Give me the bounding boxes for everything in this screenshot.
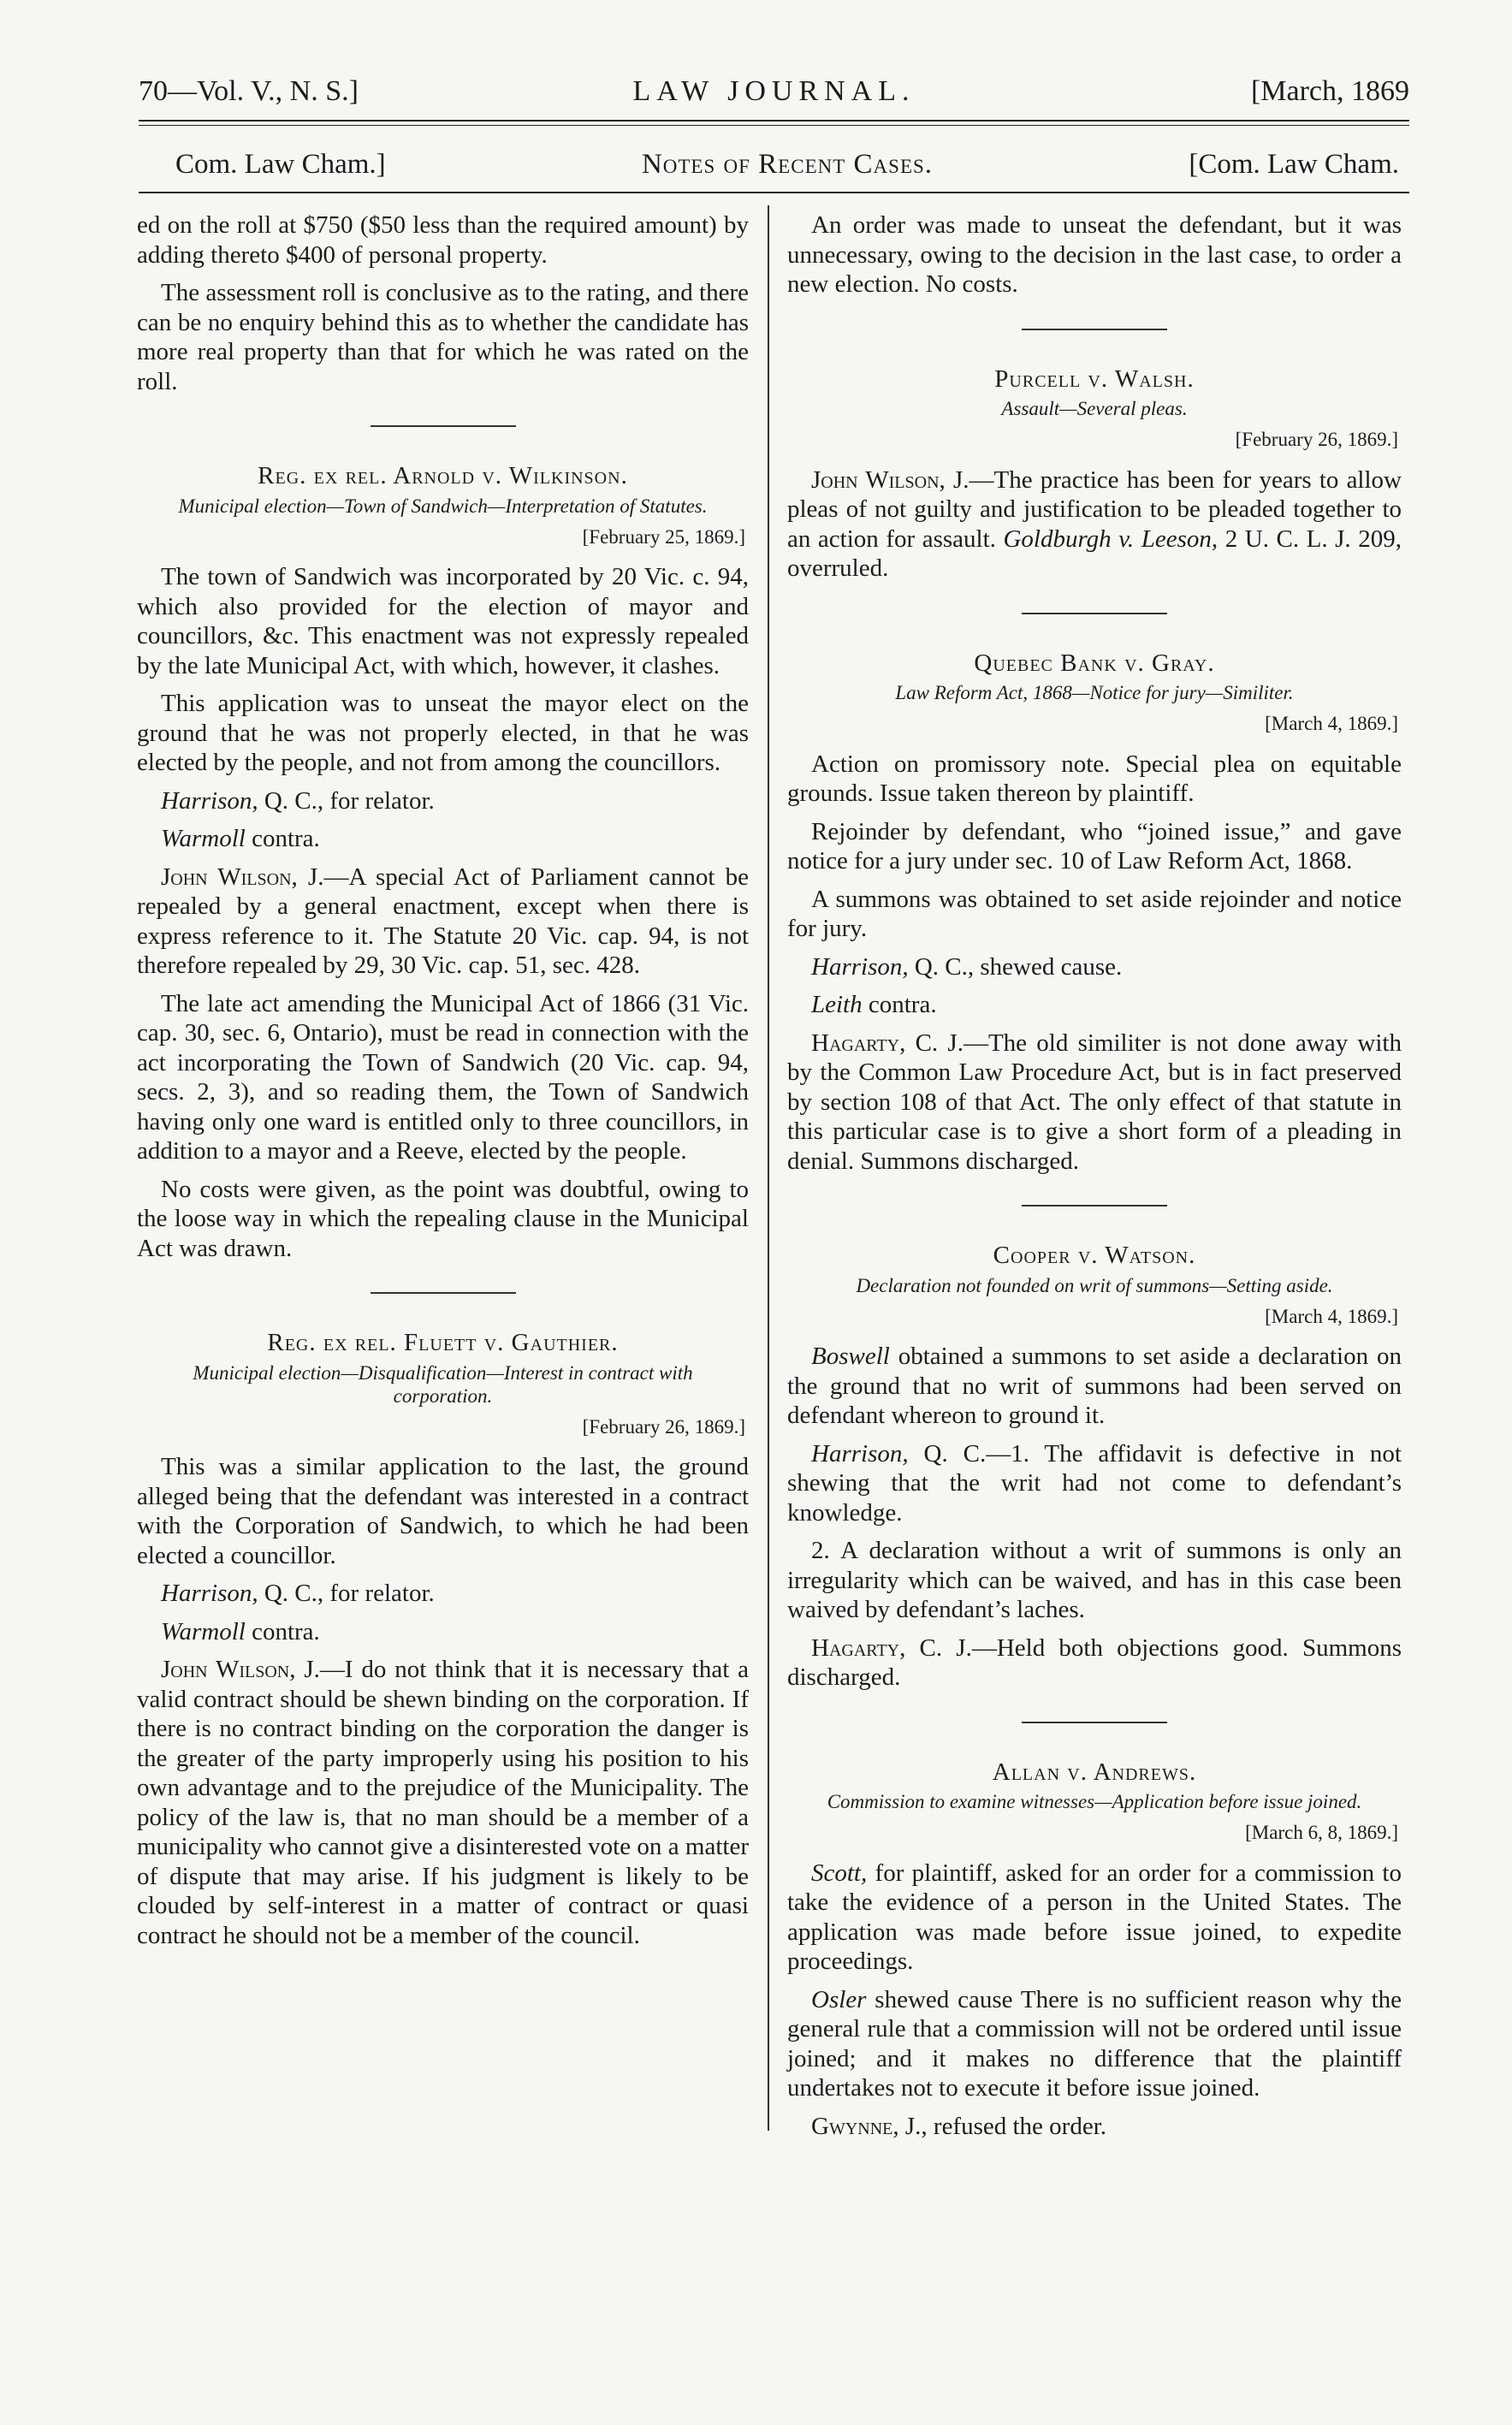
judgment-paragraph bbox=[787, 1633, 1402, 1693]
judgment-paragraph bbox=[787, 2112, 1402, 2142]
judge-name: John Wilson, J. bbox=[161, 863, 324, 891]
left-column bbox=[137, 210, 749, 1959]
counsel-role: contra. bbox=[245, 825, 320, 852]
case-date: [February 26, 1869.] bbox=[582, 1415, 745, 1438]
journal-title: LAW JOURNAL. bbox=[632, 75, 916, 107]
case-subtitle: Declaration not founded on writ of summons—Setting aside. bbox=[856, 1274, 1333, 1296]
paragraph: Rejoinder by defendant, who “joined issue,” and gave notice for a jury under sec. 10 of Law Reform Act, 1868. bbox=[787, 817, 1402, 875]
judgment-text: —Held both objections good. Summons discharged. bbox=[787, 1633, 1402, 1691]
case-separator bbox=[1022, 1205, 1167, 1207]
paragraph-text: shewed cause There is no sufficient reason why the general rule that a commission will not be ordered until issue joined; and it makes no difference that the plaintiff undertakes not to execute it before issue joined. bbox=[787, 1985, 1402, 2102]
counsel-name: Harrison, bbox=[811, 1439, 909, 1467]
volume-label: 70—Vol. V., N. S.] bbox=[139, 75, 359, 107]
judge-name: Hagarty, C. J. bbox=[811, 1633, 972, 1662]
judgment-text: 2 U. C. L. J. 209, overruled. bbox=[787, 525, 1402, 582]
judge-name: Gwynne, J., bbox=[811, 2112, 928, 2140]
counsel-line bbox=[137, 1579, 749, 1609]
right-column bbox=[787, 210, 1402, 2149]
case-title: Purcell v. Walsh. bbox=[994, 365, 1195, 393]
counsel-role: Q. C., for relator. bbox=[258, 786, 435, 815]
case-title: Allan v. Andrews. bbox=[992, 1758, 1197, 1786]
case-title: Reg. ex rel. Fluett v. Gauthier. bbox=[267, 1329, 619, 1356]
paragraph-text: Q. C.—1. The affidavit is defective in not shewing that the writ had not come to defendant’s knowledge. bbox=[787, 1439, 1402, 1527]
paragraph: The late act amending the Municipal Act of 1866 (31 Vic. cap. 30, sec. 6, Ontario), must be read in connection with the act incorporating the Town of Sandwich (20 Vic. cap. 94, secs. 2, 3), and so reading them, the Town of Sandwich having only one ward is entitled only to three councillors, in addition to a mayor and a Reeve, elected by the people. bbox=[137, 989, 749, 1165]
case-subtitle: Municipal election—Disqualification—Interest in contract with corporation. bbox=[193, 1361, 693, 1407]
case-separator bbox=[1022, 329, 1167, 330]
paragraph-text: for plaintiff, asked for an order for a commission to take the evidence of a person in the United States. The application was made before issue joined, to expedite proceedings. bbox=[787, 1859, 1402, 1975]
case-separator bbox=[1022, 1722, 1167, 1723]
case-title: Cooper v. Watson. bbox=[993, 1242, 1196, 1269]
paragraph: This application was to unseat the mayor elect on the ground that he was not properly elected, in that he was elected by the people, and not from among the councillors. bbox=[137, 690, 749, 776]
section-header bbox=[175, 149, 1399, 183]
case-title: Reg. ex rel. Arnold v. Wilkinson. bbox=[258, 462, 628, 489]
counsel-line bbox=[787, 990, 1402, 1020]
paragraph-text: obtained a summons to set aside a declaration on the ground that no writ of summons had been served on defendant whereon to ground it. bbox=[787, 1343, 1402, 1429]
counsel-line bbox=[137, 824, 749, 854]
masthead bbox=[139, 75, 1409, 110]
paragraph: 2. A declaration without a writ of summons is only an irregularity which can be waived, and has in this case been waived by defendant’s laches. bbox=[787, 1537, 1402, 1623]
case-date: [March 6, 8, 1869.] bbox=[1245, 1822, 1398, 1843]
case-citation: Goldburgh v. Leeson, bbox=[1003, 525, 1218, 553]
paragraph: The town of Sandwich was incorporated by 20 Vic. c. 94, which also provided for the election of mayor and councillors, &c. This enactment was not expressly repealed by the late Municipal Act, with which, however, it clashes. bbox=[137, 563, 749, 679]
judge-name: John Wilson, J. bbox=[161, 1656, 320, 1683]
paragraph bbox=[787, 1859, 1402, 1977]
paragraph: Action on promissory note. Special plea on equitable grounds. Issue taken thereon by plaintiff. bbox=[787, 750, 1402, 807]
counsel-name: Warmoll bbox=[161, 825, 246, 852]
paragraph: The assessment roll is conclusive as to the rating, and there can be no enquiry behind this as to whether the candidate has more real property than that for which he was rated on the roll. bbox=[137, 279, 749, 395]
case-title: Quebec Bank v. Gray. bbox=[974, 649, 1215, 677]
counsel-name: Scott, bbox=[811, 1859, 868, 1887]
judgment-text: —A special Act of Parliament cannot be repealed by a general enactment, except when there is express reference to it. The Statute 20 Vic. cap. 94, is not therefore repealed by 29, 30 Vic. cap. 51, sec. 428. bbox=[137, 863, 749, 979]
judgment-text: —The old similiter is not done away with by the Common Law Procedure Act, but is in fact preserved by section 108 of that Act. The only effect of that statute in this particular case is to give a short form of a pleading in denial. Summons discharged. bbox=[787, 1029, 1402, 1175]
paragraph bbox=[787, 1985, 1402, 2103]
case-subtitle: Commission to examine witnesses—Application before issue joined. bbox=[827, 1791, 1362, 1812]
counsel-line bbox=[787, 952, 1402, 982]
counsel-role: contra. bbox=[862, 991, 937, 1018]
case-subtitle: Assault—Several pleas. bbox=[1001, 398, 1188, 419]
judgment-paragraph bbox=[137, 1655, 749, 1950]
case-subtitle: Law Reform Act, 1868—Notice for jury—Similiter. bbox=[895, 682, 1294, 703]
case-separator bbox=[371, 425, 516, 427]
counsel-line bbox=[137, 1617, 749, 1647]
paragraph: ed on the roll at $750 ($50 less than the required amount) by adding thereto $400 of personal property. bbox=[137, 211, 749, 269]
paragraph: No costs were given, as the point was doubtful, owing to the loose way in which the repealing clause in the Municipal Act was drawn. bbox=[137, 1175, 749, 1262]
issue-date: [March, 1869 bbox=[1250, 75, 1409, 107]
counsel-name: Warmoll bbox=[161, 1617, 246, 1645]
case-date: [February 25, 1869.] bbox=[582, 525, 745, 548]
court-label-left: Com. Law Cham.] bbox=[175, 149, 386, 180]
judgment-paragraph bbox=[137, 863, 749, 981]
counsel-name: Harrison, bbox=[161, 1580, 258, 1607]
paragraph: An order was made to unseat the defendant, but it was unnecessary, owing to the decision in the last case, to order a new election. No costs. bbox=[787, 211, 1402, 298]
judgment-text: —The practice has been for years to allow pleas of not guilty and justification to be pleaded together to an action for assault. bbox=[787, 465, 1402, 553]
counsel-line bbox=[137, 786, 749, 816]
counsel-role: contra. bbox=[245, 1617, 320, 1645]
case-date: [March 4, 1869.] bbox=[1265, 1305, 1398, 1327]
section-title: Notes of Recent Cases. bbox=[641, 149, 934, 180]
case-separator bbox=[371, 1292, 516, 1294]
judgment-text: —I do not think that it is necessary that a valid contract should be shewn binding on the corporation. If there is no contract binding on the corporation the danger is the greater of the party improperly using his position to his own advantage and to the prejudice of the Municipality. The policy of the law is, that no man should be a member of a municipality who cannot give a disinterested vote on a matter of dispute that may arise. If his judgment is likely to be clouded by self-interest in a matter of contract or quasi contract he should not be a member of the council. bbox=[137, 1656, 750, 1949]
paragraph bbox=[787, 1439, 1402, 1528]
counsel-name: Harrison, bbox=[161, 786, 258, 815]
paragraph: This was a similar application to the last, the ground alleged being that the defendant was interested in a contract with the Corporation of Sandwich, to which he had been elected a councillor. bbox=[137, 1453, 749, 1569]
counsel-role: Q. C., for relator. bbox=[258, 1580, 435, 1607]
header-rule-thin bbox=[139, 125, 1409, 126]
case-date: [February 26, 1869.] bbox=[1235, 429, 1398, 450]
counsel-role: Q. C., shewed cause. bbox=[908, 952, 1123, 981]
judgment-paragraph bbox=[787, 1029, 1402, 1177]
section-rule bbox=[139, 192, 1409, 193]
court-label-right: [Com. Law Cham. bbox=[1189, 149, 1399, 180]
counsel-name: Harrison, bbox=[811, 952, 909, 981]
case-subtitle: Municipal election—Town of Sandwich—Interpretation of Statutes. bbox=[178, 495, 708, 517]
header-rule bbox=[139, 120, 1409, 122]
judge-name: Hagarty, C. J. bbox=[811, 1029, 964, 1057]
counsel-name: Leith bbox=[811, 991, 863, 1018]
case-separator bbox=[1022, 613, 1167, 614]
counsel-name: Osler bbox=[811, 1985, 867, 2013]
judgment-paragraph bbox=[787, 465, 1402, 584]
paragraph: A summons was obtained to set aside rejoinder and notice for jury. bbox=[787, 885, 1402, 942]
judgment-text: refused the order. bbox=[927, 2112, 1107, 2140]
column-divider bbox=[768, 205, 769, 2131]
counsel-name: Boswell bbox=[811, 1343, 890, 1370]
case-date: [March 4, 1869.] bbox=[1265, 713, 1398, 734]
judge-name: John Wilson, J. bbox=[811, 465, 969, 494]
paragraph bbox=[787, 1342, 1402, 1431]
